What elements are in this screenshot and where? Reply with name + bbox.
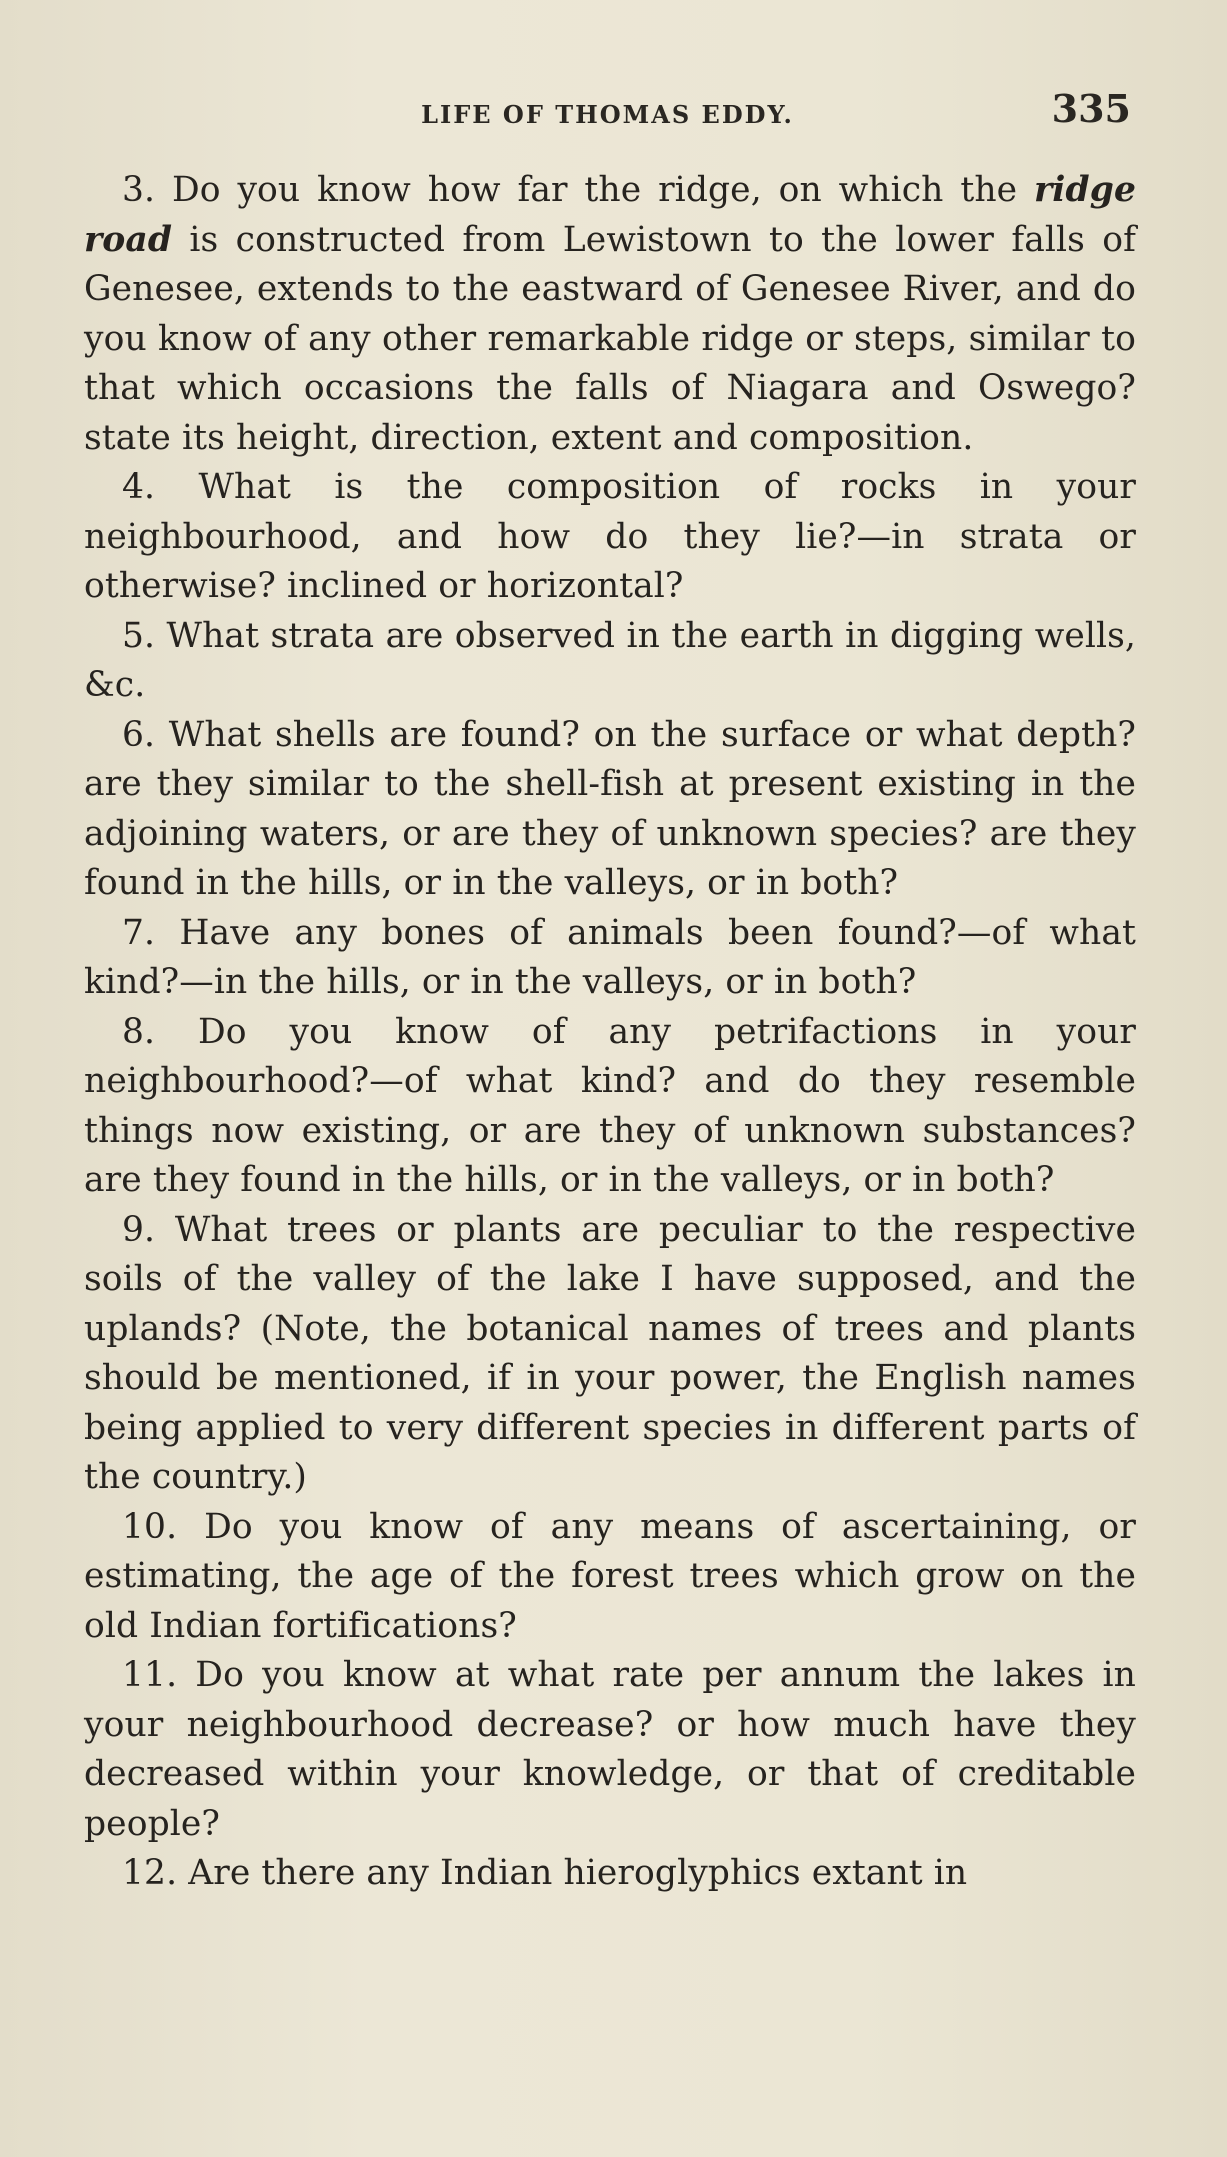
paragraph-question-9: 9. What trees or plants are peculiar to the respective soils of the valley of the lake I have supposed, and the uplands? (Note, the botanical names of trees and plants should be mentioned, if in your power, the English names being applied to very different species in different parts of the country.) [84, 1209, 1136, 1497]
paragraph-question-5: 5. What strata are observed in the earth in digging wells, &c. [84, 615, 1136, 705]
paragraph-question-6: 6. What shells are found? on the surface or what depth? are they similar to the shell-fish at present existing in the adjoining waters, or are they of unknown species? are they found in the hills, or in the valleys, or in both? [84, 714, 1136, 903]
question-3-text-end: is constructed from Lewistown to the lower falls of Genesee, extends to the eastward of Genesee River, and do you know of any other remarkable ridge or steps, similar to that which occasions the falls of Niagara and Oswego? state its height, direction, extent and composition. [84, 219, 1136, 458]
ridge-road-emphasis: ridge road [84, 170, 1136, 260]
paragraph-question-10: 10. Do you know of any means of ascertaining, or estimating, the age of the forest trees which grow on the old Indian fortifications? [84, 1506, 1136, 1646]
question-3-text-start: 3. Do you know how far the ridge, on which the [122, 170, 1035, 210]
body-text [84, 166, 1136, 1899]
paragraph-question-8: 8. Do you know of any petrifactions in your neighbourhood?—of what kind? and do they resemble things now existing, or are they of unknown substances? are they found in the hills, or in the valleys, or in both? [84, 1011, 1136, 1200]
page-header [84, 82, 1131, 142]
paragraph-question-7: 7. Have any bones of animals been found?—of what kind?—in the hills, or in the valleys, or in both? [84, 912, 1136, 1002]
paragraph-question-3 [84, 166, 1136, 463]
paragraph-question-11: 11. Do you know at what rate per annum the lakes in your neighbourhood decrease? or how much have they decreased within your knowledge, or that of creditable people? [84, 1655, 1136, 1844]
running-title: LIFE OF THOMAS EDDY. [421, 100, 794, 129]
paragraph-question-12: 12. Are there any Indian hieroglyphics extant in [122, 1853, 968, 1893]
page-number: 335 [1051, 86, 1131, 131]
paragraph-question-4: 4. What is the composition of rocks in your neighbourhood, and how do they lie?—in strata or otherwise? inclined or horizontal? [84, 467, 1136, 606]
